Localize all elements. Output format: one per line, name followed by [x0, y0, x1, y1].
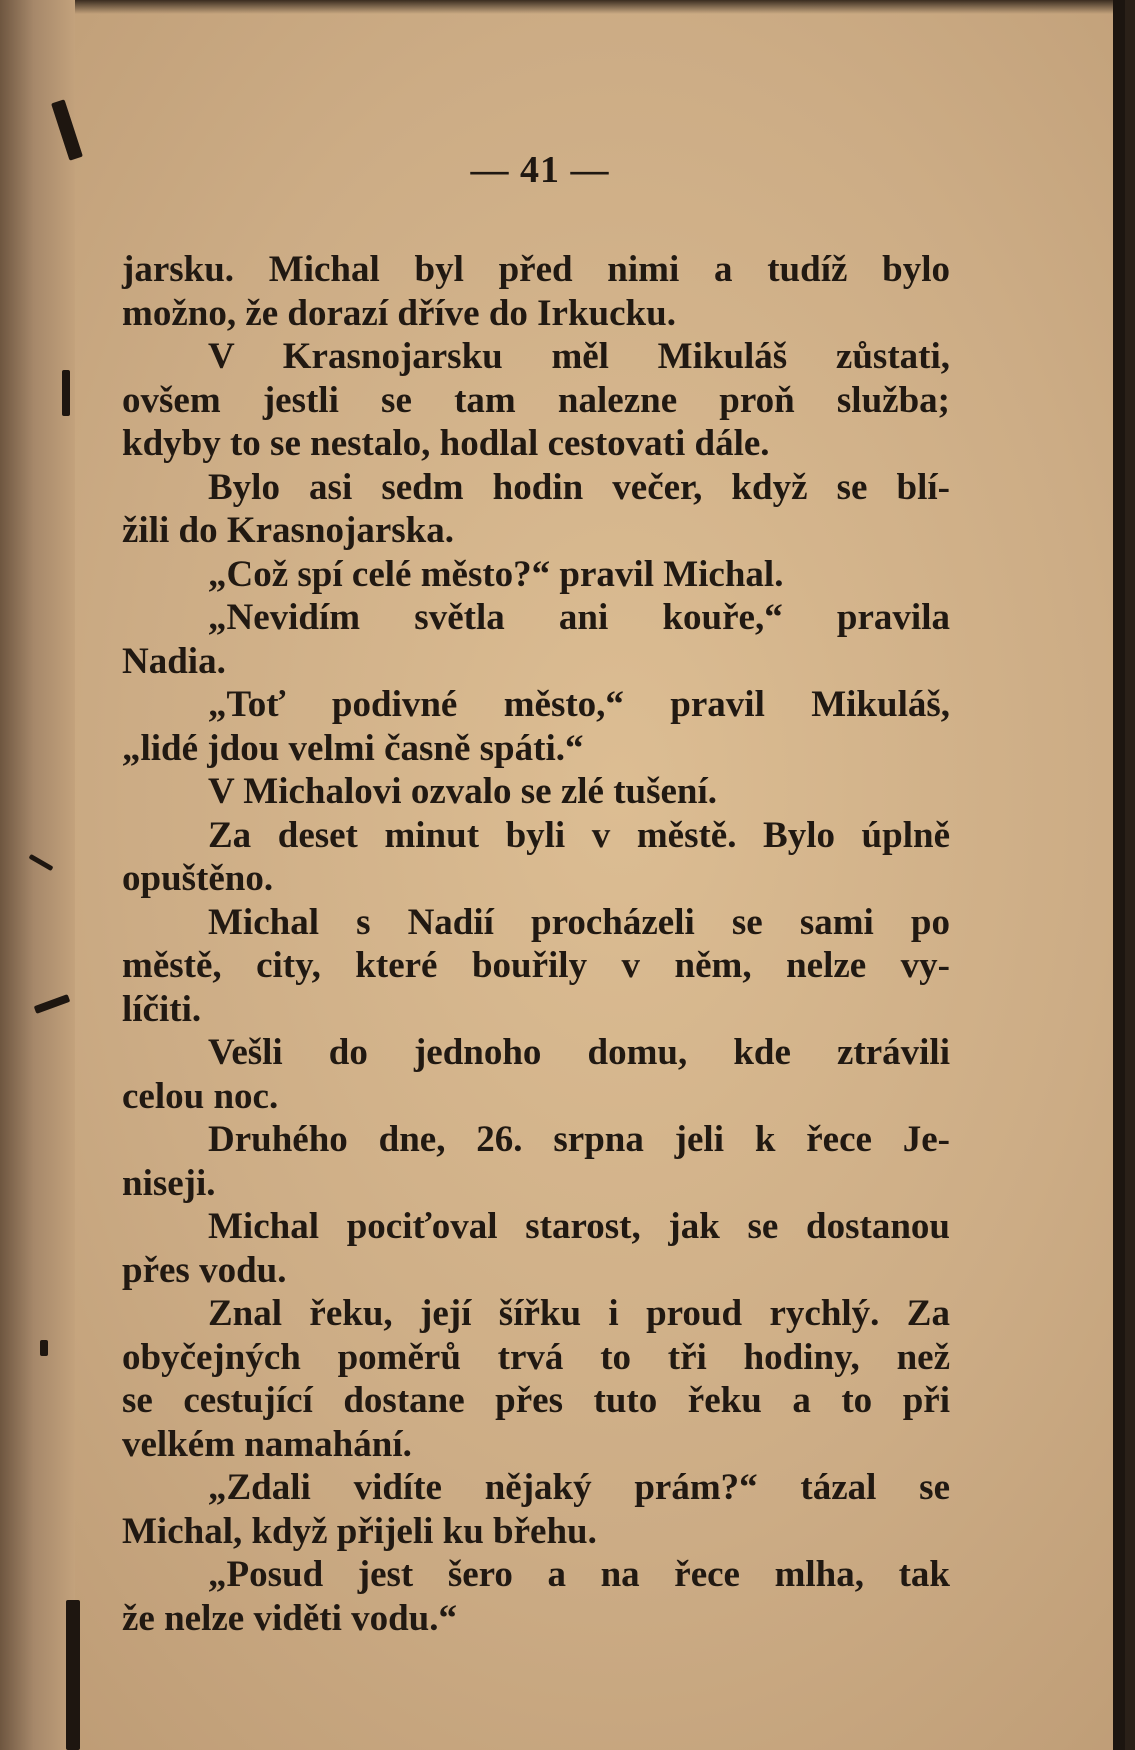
text-line: kdyby to se nestalo, hodlal cestovati dále. — [122, 423, 770, 464]
binding-thread-mark — [40, 1340, 48, 1356]
page-body-text — [122, 248, 950, 1640]
text-line: možno, že dorazí dříve do Irkucku. — [122, 292, 676, 334]
text-line: „Nevidím světla ani kouře,“ pravila — [208, 597, 950, 638]
text-line: Bylo asi sedm hodin večer, když se blí- — [208, 466, 950, 508]
binding-thread-mark — [34, 994, 71, 1014]
text-line: Za deset minut byli v městě. Bylo úplně — [208, 814, 950, 856]
text-line: Michal, když přijeli ku břehu. — [122, 1510, 597, 1552]
text-line: „Zdali vidíte nějaký prám?“ tázal se — [208, 1467, 950, 1508]
text-line: celou noc. — [122, 1075, 279, 1117]
book-spine-edge — [0, 0, 75, 1750]
page-number: — 41 — — [470, 149, 610, 191]
text-line: žili do Krasnojarska. — [122, 510, 454, 551]
text-line: městě, city, které bouřily v něm, nelze vy- — [122, 945, 950, 986]
page-right-edge — [1113, 0, 1125, 1750]
text-line: V Michalovi ozvalo se zlé tušení. — [208, 771, 718, 812]
text-line: „Což spí celé město?“ pravil Michal. — [208, 553, 784, 595]
text-line: Druhého dne, 26. srpna jeli k řece Je- — [208, 1119, 950, 1160]
text-line: Michal s Nadií procházeli se sami po — [208, 901, 950, 943]
text-line: niseji. — [122, 1162, 216, 1204]
text-line: přes vodu. — [122, 1249, 287, 1291]
binding-thread-mark — [28, 854, 53, 871]
text-line: že nelze viděti vodu.“ — [122, 1597, 458, 1639]
text-line: Michal pociťoval starost, jak se dostanou — [208, 1206, 950, 1247]
page-top-shadow — [0, 0, 1125, 14]
text-line: se cestující dostane přes tuto řeku a to při — [122, 1380, 950, 1421]
text-line: líčiti. — [122, 988, 202, 1030]
text-line: „lidé jdou velmi časně spáti.“ — [122, 727, 584, 769]
text-line: Vešli do jednoho domu, kde ztrávili — [208, 1032, 950, 1073]
text-line: „Toť podivné město,“ pravil Mikuláš, — [208, 684, 950, 725]
text-line: jarsku. Michal byl před nimi a tudíž bylo — [122, 249, 950, 290]
text-line: velkém namahání. — [122, 1423, 412, 1465]
text-line: obyčejných poměrů trvá to tři hodiny, než — [122, 1336, 950, 1378]
text-line: opuštěno. — [122, 858, 274, 899]
text-line: Nadia. — [122, 640, 226, 682]
binding-thread-mark — [62, 370, 70, 416]
text-line: „Posud jest šero a na řece mlha, tak — [208, 1554, 950, 1595]
text-line: Znal řeku, její šířku i proud rychlý. Za — [208, 1293, 950, 1334]
binding-thread-mark — [66, 1600, 80, 1750]
text-line: ovšem jestli se tam nalezne proň služba; — [122, 379, 950, 421]
text-line: V Krasnojarsku měl Mikuláš zůstati, — [208, 336, 950, 377]
